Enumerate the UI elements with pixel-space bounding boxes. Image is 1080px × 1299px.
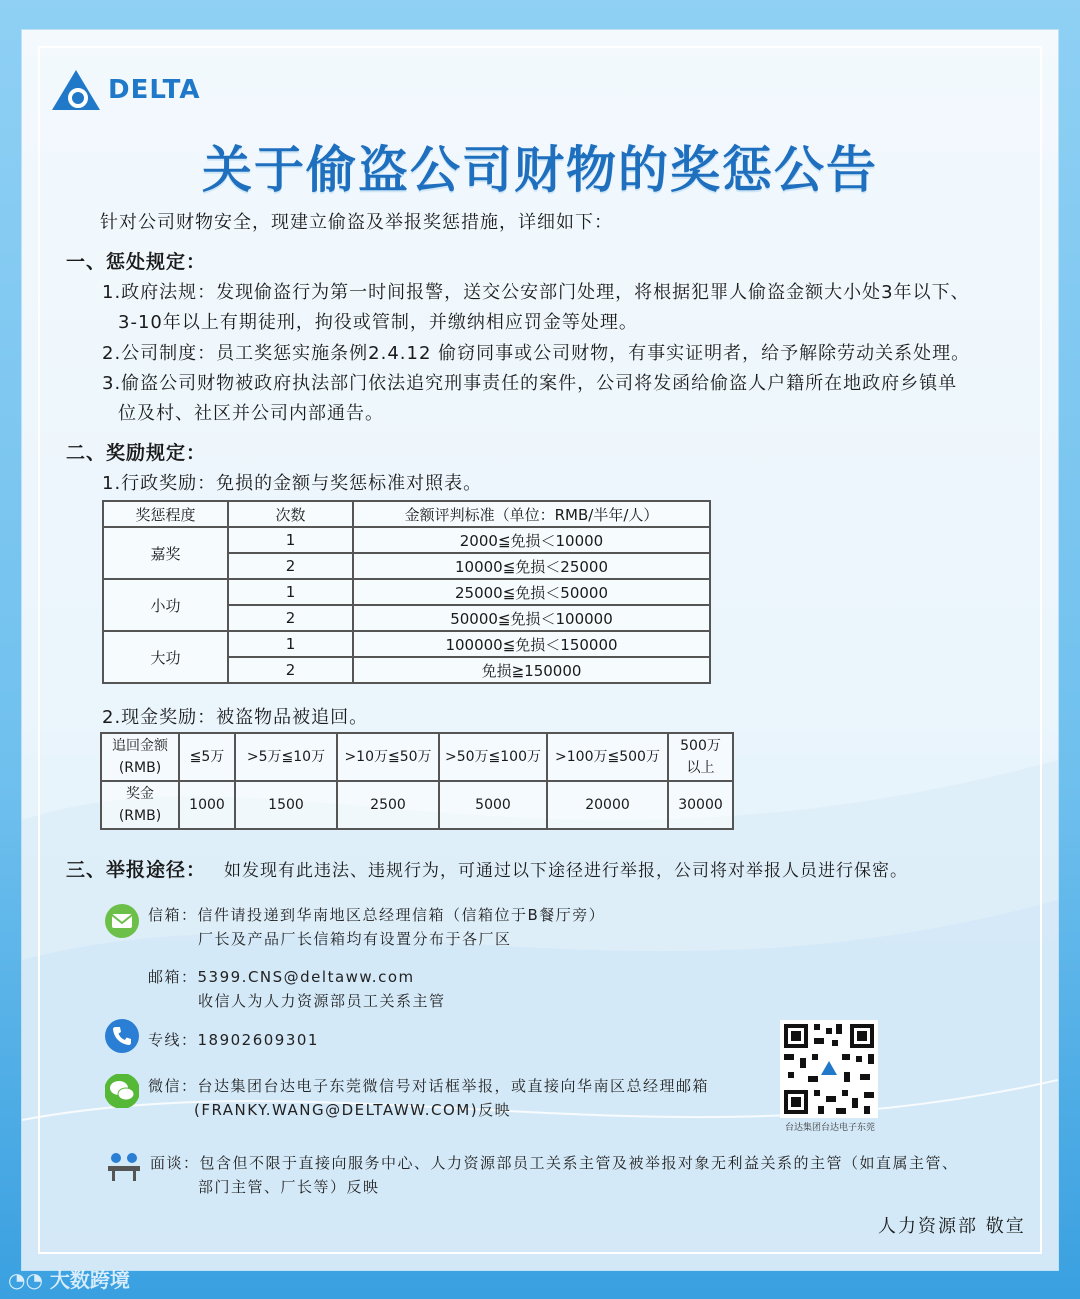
range-cell: 100000≦免损＜150000 — [353, 631, 710, 657]
row-label-cell: 追回金额 (RMB) — [101, 733, 179, 781]
mail-line2: 厂长及产品厂长信箱均有设置分布于各厂区 — [198, 930, 512, 948]
section3-heading: 三、举报途径： — [66, 859, 207, 881]
tier-cell: >5万≦10万 — [235, 733, 337, 781]
reward-cell: 2500 — [337, 781, 439, 829]
watermark-logo-icon: ◔◔ — [8, 1268, 43, 1292]
wechat-line1: 微信：台达集团台达电子东莞微信号对话框举报，或直接向华南区总经理邮箱 — [148, 1077, 710, 1095]
tier-cell: ≦5万 — [179, 733, 235, 781]
wechat-icon — [104, 1073, 140, 1109]
section1-item2: 2.公司制度：员工奖惩实施条例2.4.12 偷窃同事或公司财物，有事实证明者，给予解除劳动关系处理。 — [102, 343, 971, 364]
range-cell: 2000≦免损＜10000 — [353, 527, 710, 553]
row-label-cell: 奖金 (RMB) — [101, 781, 179, 829]
range-cell: 25000≦免损＜50000 — [353, 579, 710, 605]
signature: 人力资源部 敬宣 — [878, 1216, 1026, 1237]
table-header-cell: 次数 — [228, 501, 353, 527]
meeting-line2: 部门主管、厂长等）反映 — [198, 1178, 380, 1196]
count-cell: 2 — [228, 553, 353, 579]
count-cell: 1 — [228, 579, 353, 605]
section2-heading: 二、奖励规定： — [66, 442, 207, 464]
count-cell: 1 — [228, 527, 353, 553]
reward-standard-table — [102, 500, 711, 684]
brand-name: DELTA — [108, 75, 201, 105]
table-row — [103, 527, 710, 553]
table-row — [101, 733, 733, 781]
phone-line: 专线：18902609301 — [148, 1031, 319, 1049]
tier-cell: >10万≦50万 — [337, 733, 439, 781]
table-row — [103, 579, 710, 605]
section1-item1-line1: 1.政府法规：发现偷盗行为第一时间报警，送交公安部门处理，将根据犯罪人偷盗金额大小处3年以下、 — [102, 282, 970, 303]
reward-level-cell: 嘉奖 — [103, 527, 228, 579]
intro-text: 针对公司财物安全，现建立偷盗及举报奖惩措施，详细如下： — [100, 212, 613, 233]
range-cell: 10000≦免损＜25000 — [353, 553, 710, 579]
reward-cell: 20000 — [547, 781, 668, 829]
tier-cell: 500万 以上 — [668, 733, 733, 781]
mail-icon — [104, 903, 140, 939]
delta-logo-icon — [50, 68, 102, 112]
section2-item2: 2.现金奖励：被盗物品被追回。 — [102, 707, 369, 728]
brand-logo — [50, 68, 200, 112]
meeting-icon — [104, 1150, 144, 1182]
count-cell: 2 — [228, 657, 353, 683]
count-cell: 2 — [228, 605, 353, 631]
page-title: 关于偷盗公司财物的奖惩公告 — [202, 141, 878, 199]
range-cell: 50000≦免损＜100000 — [353, 605, 710, 631]
table-header-cell: 奖惩程度 — [103, 501, 228, 527]
reward-level-cell: 大功 — [103, 631, 228, 683]
cash-reward-table — [100, 732, 734, 830]
section1-item3-line2: 位及村、社区并公司内部通告。 — [118, 403, 384, 424]
reward-cell: 5000 — [439, 781, 547, 829]
reward-cell: 1000 — [179, 781, 235, 829]
qr-caption: 台达集团台达电子东莞 — [784, 1123, 875, 1133]
meeting-line1: 面谈：包含但不限于直接向服务中心、人力资源部员工关系主管及被举报对象无利益关系的主管（如直属主管、 — [150, 1154, 959, 1172]
phone-icon — [104, 1018, 140, 1054]
section1-item1-line2: 3-10年以上有期徒刑，拘役或管制，并缴纳相应罚金等处理。 — [118, 312, 638, 333]
table-row — [103, 631, 710, 657]
table-header-cell: 金额评判标准（单位：RMB/半年/人） — [353, 501, 710, 527]
reward-cell: 30000 — [668, 781, 733, 829]
table-header-row — [103, 501, 710, 527]
qr-code-icon — [780, 1020, 878, 1118]
tier-cell: >100万≦500万 — [547, 733, 668, 781]
section3-intro: 如发现有此违法、违规行为，可通过以下途径进行举报，公司将对举报人员进行保密。 — [224, 861, 908, 881]
reward-cell: 1500 — [235, 781, 337, 829]
email-line1: 邮箱：5399.CNS@deltaww.com — [148, 968, 415, 986]
section1-item3-line1: 3.偷盗公司财物被政府执法部门依法追究刑事责任的案件，公司将发函给偷盗人户籍所在地政府乡镇单 — [102, 373, 958, 394]
section2-item1: 1.行政奖励：免损的金额与奖惩标准对照表。 — [102, 473, 483, 494]
count-cell: 1 — [228, 631, 353, 657]
wechat-line2: (FRANKY.WANG@DELTAWW.COM)反映 — [194, 1101, 512, 1119]
section1-heading: 一、惩处规定： — [66, 251, 207, 273]
watermark: ◔◔ 大数跨境 — [8, 1268, 130, 1292]
reward-level-cell: 小功 — [103, 579, 228, 631]
email-line2: 收信人为人力资源部员工关系主管 — [198, 992, 446, 1010]
table-row — [101, 781, 733, 829]
range-cell: 免损≧150000 — [353, 657, 710, 683]
mail-line1: 信箱：信件请投递到华南地区总经理信箱（信箱位于B餐厅旁） — [148, 906, 606, 924]
tier-cell: >50万≦100万 — [439, 733, 547, 781]
